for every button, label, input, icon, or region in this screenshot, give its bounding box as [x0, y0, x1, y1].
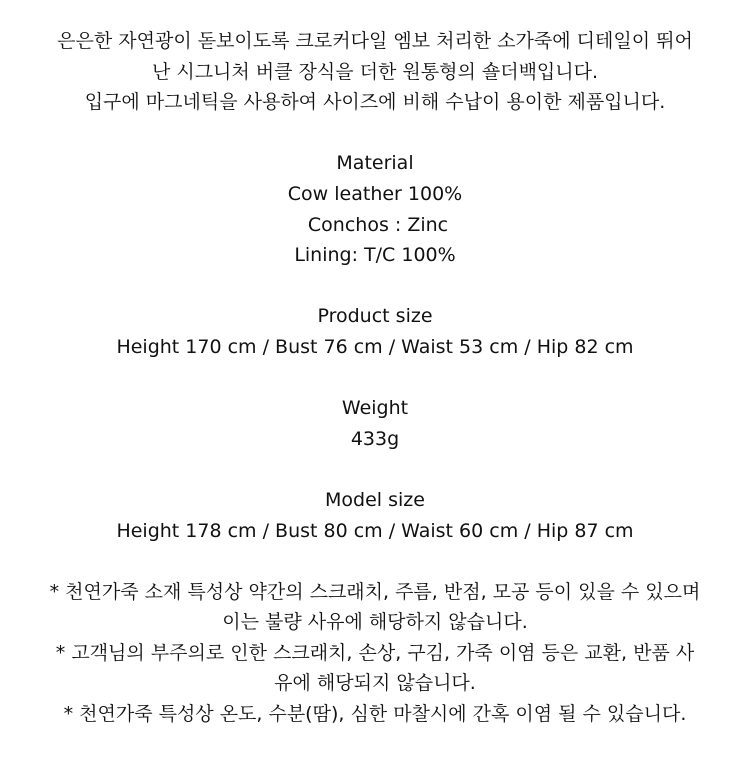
spacer [0, 546, 750, 577]
spacer [0, 454, 750, 485]
material-line: Cow leather 100% [287, 182, 463, 205]
weight-value: 433g [350, 427, 400, 450]
intro-section [0, 26, 750, 118]
notes-section [0, 577, 750, 730]
intro-line: 난 시그니처 버클 장식을 더한 원통형의 숄더백입니다. [151, 60, 599, 83]
note-line: * 천연가죽 특성상 온도, 수분(땀), 심한 마찰시에 간혹 이염 될 수 있습니다. [63, 703, 687, 726]
weight-heading: Weight [341, 397, 409, 420]
material-line: Lining: T/C 100% [294, 244, 456, 267]
material-heading: Material [336, 152, 414, 175]
model-size-section [0, 485, 750, 546]
note-line: * 고객님의 부주의로 인한 스크래치, 손상, 구김, 가죽 이염 등은 교환, 반품 사 [55, 641, 695, 664]
spacer [0, 118, 750, 149]
spacer [0, 363, 750, 394]
product-size-section [0, 301, 750, 362]
note-line: 이는 불량 사유에 해당하지 않습니다. [222, 611, 528, 634]
material-section [0, 148, 750, 270]
material-line: Conchos : Zinc [301, 213, 449, 236]
intro-line: 은은한 자연광이 돋보이도록 크로커다일 엠보 처리한 소가죽에 디테일이 뛰어 [57, 30, 693, 52]
model-size-heading: Model size [325, 488, 425, 511]
note-line: 유에 해당되지 않습니다. [274, 672, 476, 695]
intro-line: 입구에 마그네틱을 사용하여 사이즈에 비해 수납이 용이한 제품입니다. [84, 91, 666, 114]
product-size-value: Height 170 cm / Bust 76 cm / Waist 53 cm / Hip 82 cm [116, 335, 634, 358]
weight-section [0, 393, 750, 454]
model-size-value: Height 178 cm / Bust 80 cm / Waist 60 cm / Hip 87 cm [116, 519, 634, 542]
note-line: * 천연가죽 소재 특성상 약간의 스크래치, 주름, 반점, 모공 등이 있을 수 있으며 [49, 580, 701, 603]
product-size-heading: Product size [317, 305, 433, 328]
spacer [0, 271, 750, 302]
